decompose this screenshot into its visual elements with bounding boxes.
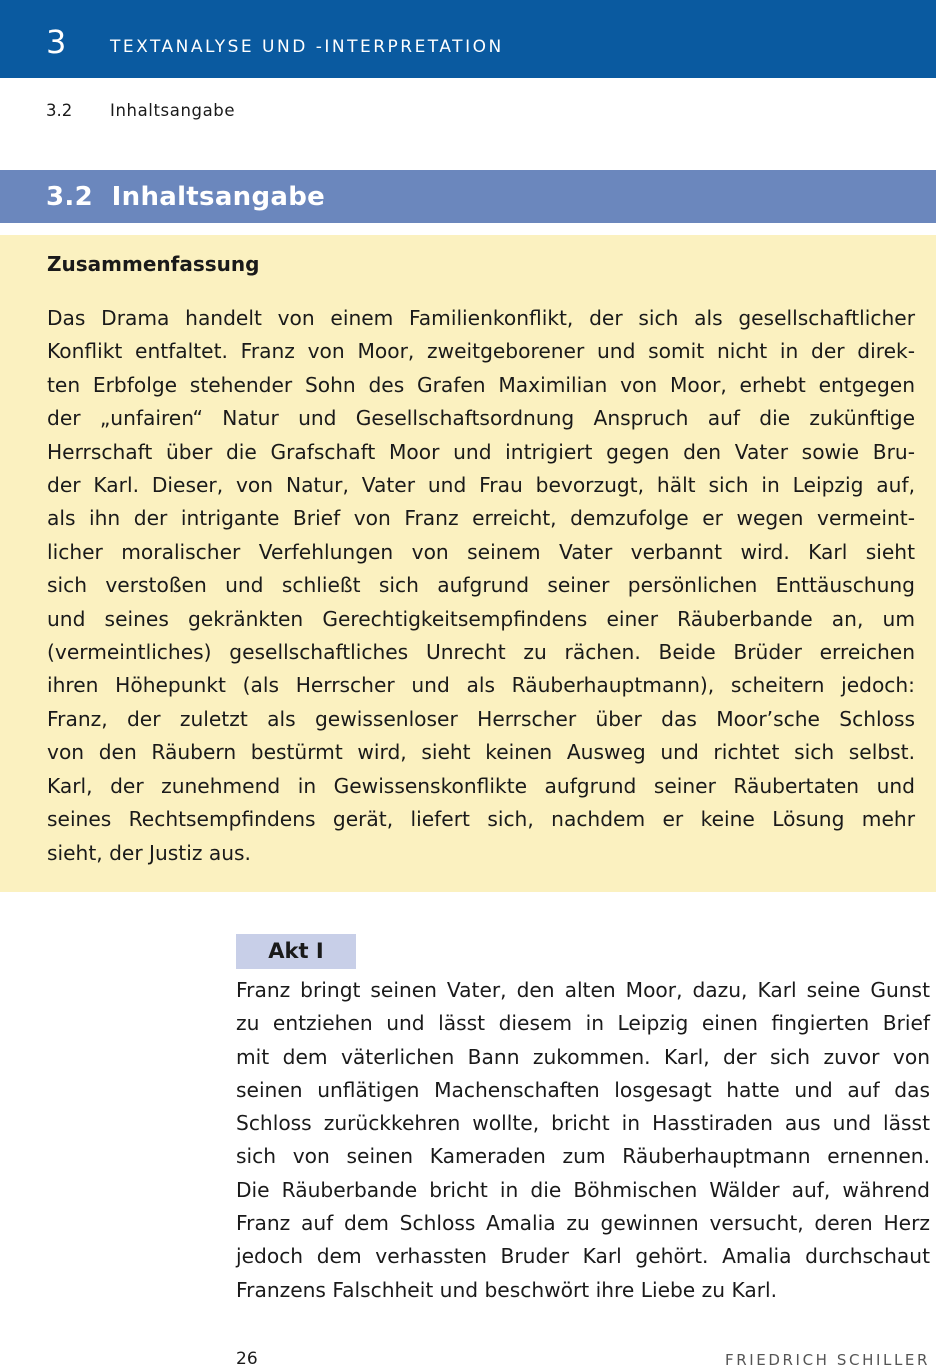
footer-author: FRIEDRICH SCHILLER bbox=[725, 1351, 930, 1369]
summary-line: ten Erbfolge stehender Sohn des Grafen Maximilian von Moor, erhebt entgegen bbox=[47, 372, 915, 397]
act-line: jedoch dem verhassten Bruder Karl gehört. Amalia durchschaut bbox=[236, 1244, 930, 1269]
summary-line: der „unfairen“ Natur und Gesellschaftsordnung Anspruch auf die zukünftige bbox=[47, 406, 915, 431]
summary-heading: Zusammenfassung bbox=[47, 252, 260, 276]
summary-paragraph bbox=[47, 302, 915, 870]
act-paragraph bbox=[236, 974, 930, 1307]
summary-line: sieht, der Justiz aus. bbox=[47, 840, 251, 865]
chapter-header-bar bbox=[0, 0, 936, 78]
summary-line: licher moralischer Verfehlungen von seinem Vater verbannt wird. Karl sieht bbox=[47, 539, 915, 564]
summary-line: seines Rechtsempfindens gerät, liefert sich, nachdem er keine Lösung mehr bbox=[47, 807, 915, 832]
act-label: Akt I bbox=[236, 934, 356, 969]
summary-line: (vermeintliches) gesellschaftliches Unrecht zu rächen. Beide Brüder erreichen bbox=[47, 640, 915, 665]
subheader-title: Inhaltsangabe bbox=[110, 101, 236, 120]
summary-line: ihren Höhepunkt (als Herrscher und als Räuberhauptmann), scheitern jedoch: bbox=[47, 673, 915, 698]
summary-line: der Karl. Dieser, von Natur, Vater und Frau bevorzugt, hält sich in Leipzig auf, bbox=[47, 473, 915, 498]
summary-line: Karl, der zunehmend in Gewissenskonflikte aufgrund seiner Räubertaten und bbox=[47, 773, 915, 798]
page-number: 26 bbox=[236, 1349, 258, 1369]
section-heading-bar bbox=[0, 170, 936, 223]
act-line: seinen unflätigen Machenschaften losgesagt hatte und auf das bbox=[236, 1077, 930, 1102]
section-heading: 3.2 Inhaltsangabe bbox=[46, 182, 326, 212]
subheader-number: 3.2 bbox=[46, 101, 73, 120]
running-subheader bbox=[0, 99, 936, 123]
summary-line: und seines gekränkten Gerechtigkeitsempfindens einer Räuberbande an, um bbox=[47, 606, 915, 631]
summary-line: als ihn der intrigante Brief von Franz erreicht, demzufolge er wegen vermeint- bbox=[47, 506, 915, 531]
summary-line: sich verstoßen und schließt sich aufgrund seiner persönlichen Enttäuschung bbox=[47, 573, 915, 598]
act-line: Franz auf dem Schloss Amalia zu gewinnen versucht, deren Herz bbox=[236, 1211, 930, 1236]
chapter-title: TEXTANALYSE UND -INTERPRETATION bbox=[110, 37, 504, 57]
act-line: zu entziehen und lässt diesem in Leipzig einen fingierten Brief bbox=[236, 1011, 930, 1036]
chapter-number: 3 bbox=[46, 23, 67, 61]
summary-line: Konflikt entfaltet. Franz von Moor, zweitgeborener und somit nicht in der direk- bbox=[47, 339, 915, 364]
act-line: mit dem väterlichen Bann zukommen. Karl, der sich zuvor von bbox=[236, 1044, 930, 1069]
act-line: Schloss zurückkehren wollte, bricht in Hasstiraden aus und lässt bbox=[236, 1111, 930, 1136]
summary-line: Das Drama handelt von einem Familienkonflikt, der sich als gesellschaftlicher bbox=[47, 306, 915, 330]
act-line: Franzens Falschheit und beschwört ihre Liebe zu Karl. bbox=[236, 1277, 778, 1302]
summary-line: von den Räubern bestürmt wird, sieht keinen Ausweg und richtet sich selbst. bbox=[47, 740, 915, 765]
act-line: sich von seinen Kameraden zum Räuberhauptmann ernennen. bbox=[236, 1144, 930, 1169]
act-line: Die Räuberbande bricht in die Böhmischen Wälder auf, während bbox=[236, 1177, 930, 1202]
summary-line: Herrschaft über die Grafschaft Moor und intrigiert gegen den Vater sowie Bru- bbox=[47, 439, 915, 464]
summary-line: Franz, der zuletzt als gewissenloser Herrscher über das Moor’sche Schloss bbox=[47, 706, 915, 731]
act-line: Franz bringt seinen Vater, den alten Moor, dazu, Karl seine Gunst bbox=[236, 978, 930, 1002]
